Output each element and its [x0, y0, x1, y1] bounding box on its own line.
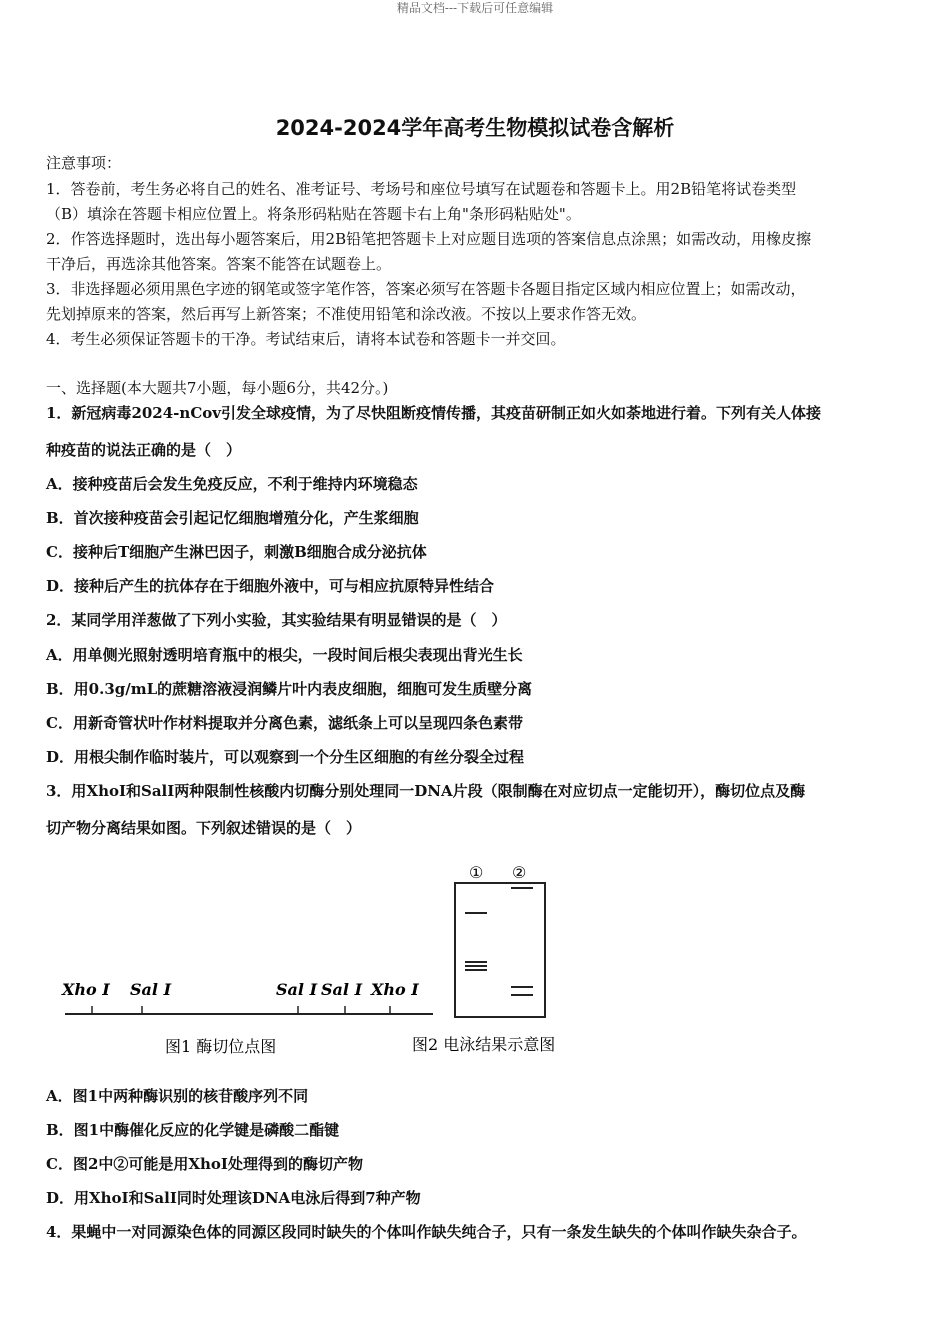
q3-option-b: B．图1中酶催化反应的化学键是磷酸二酯键 — [46, 1121, 340, 1139]
notice-line: 1．答卷前，考生务必将自己的姓名、准考证号、考场号和座位号填写在试题卷和答题卡上。用2B铅笔将试卷类型 — [46, 180, 797, 198]
site-label-sali: Sal I — [321, 980, 363, 999]
site-label-sali: Sal I — [130, 980, 172, 999]
q1-stem: 种疫苗的说法正确的是（ ） — [46, 441, 242, 459]
notice-line: （B）填涂在答题卡相应位置上。将条形码粘贴在答题卡右上角"条形码粘贴处"。 — [46, 205, 581, 223]
site-label-sali: Sal I — [276, 980, 318, 999]
gel-frame — [455, 883, 545, 1017]
fig2-caption: 图2 电泳结果示意图 — [412, 1035, 556, 1054]
q2-option-d: D．用根尖制作临时装片，可以观察到一个分生区细胞的有丝分裂全过程 — [46, 748, 525, 766]
notice-line: 4．考生必须保证答题卡的干净。考试结束后，请将本试卷和答题卡一并交回。 — [46, 330, 566, 348]
q3-figure-svg — [60, 856, 600, 1066]
notice-line: 干净后，再选涂其他答案。答案不能答在试题卷上。 — [46, 255, 392, 273]
site-label-xhoi: Xho I — [371, 980, 419, 999]
q3-option-d: D．用XhoI和SalI同时处理该DNA电泳后得到7种产物 — [46, 1189, 421, 1207]
notice-line: 2．作答选择题时，选出每小题答案后，用2B铅笔把答题卡上对应题目选项的答案信息点涂黑；如需改动，用橡皮擦 — [46, 230, 812, 248]
q1-option-a: A．接种疫苗后会发生免疫反应，不利于维持内环境稳态 — [46, 475, 418, 493]
page-title: 2024-2024学年高考生物模拟试卷含解析 — [275, 116, 675, 140]
site-label-xhoi: Xho I — [62, 980, 110, 999]
q4-stem: 4．果蝇中一对同源染色体的同源区段同时缺失的个体叫作缺失纯合子，只有一条发生缺失的个体叫作缺失杂合子。 — [46, 1223, 807, 1241]
notice-heading: 注意事项： — [46, 154, 122, 172]
q1-option-d: D．接种后产生的抗体存在于细胞外液中，可与相应抗原特异性结合 — [46, 577, 495, 595]
notice-line: 3．非选择题必须用黑色字迹的钢笔或签字笔作答，答案必须写在答题卡各题目指定区域内相应位置上；如需改动， — [46, 280, 806, 298]
lane-label-2: ② — [512, 863, 527, 882]
q3-stem: 3．用XhoI和SalI两种限制性核酸内切酶分别处理同一DNA片段（限制酶在对应切点一定能切开），酶切位点及酶 — [46, 782, 806, 800]
notice-line: 先划掉原来的答案，然后再写上新答案；不准使用铅笔和涂改液。不按以上要求作答无效。 — [46, 305, 647, 323]
q1-option-c: C．接种后T细胞产生淋巴因子，刺激B细胞合成分泌抗体 — [46, 543, 427, 561]
lane-label-1: ① — [469, 863, 484, 882]
q2-option-b: B．用0.3g/mL的蔗糖溶液浸润鳞片叶内表皮细胞，细胞可发生质壁分离 — [46, 680, 533, 698]
q3-option-c: C．图2中②可能是用XhoI处理得到的酶切产物 — [46, 1155, 363, 1173]
q2-option-c: C．用新奇管状叶作材料提取并分离色素，滤纸条上可以呈现四条色素带 — [46, 714, 523, 732]
q3-option-a: A．图1中两种酶识别的核苷酸序列不同 — [46, 1087, 309, 1105]
q3-figure — [60, 856, 600, 1066]
fig1-caption: 图1 酶切位点图 — [165, 1037, 277, 1056]
q3-stem: 切产物分离结果如图。下列叙述错误的是（ ） — [46, 819, 362, 837]
q2-stem: 2．某同学用洋葱做了下列小实验，其实验结果有明显错误的是（ ） — [46, 611, 507, 629]
q1-stem: 1．新冠病毒2024-nCov引发全球疫情，为了尽快阻断疫情传播，其疫苗研制正如火如荼地进行着。下列有关人体接 — [46, 404, 821, 422]
section-heading: 一、选择题(本大题共7小题，每小题6分，共42分。) — [46, 379, 389, 397]
q1-option-b: B．首次接种疫苗会引起记忆细胞增殖分化，产生浆细胞 — [46, 509, 419, 527]
q2-option-a: A．用单侧光照射透明培育瓶中的根尖，一段时间后根尖表现出背光生长 — [46, 646, 523, 664]
page-header: 精品文档---下载后可任意编辑 — [396, 1, 554, 15]
